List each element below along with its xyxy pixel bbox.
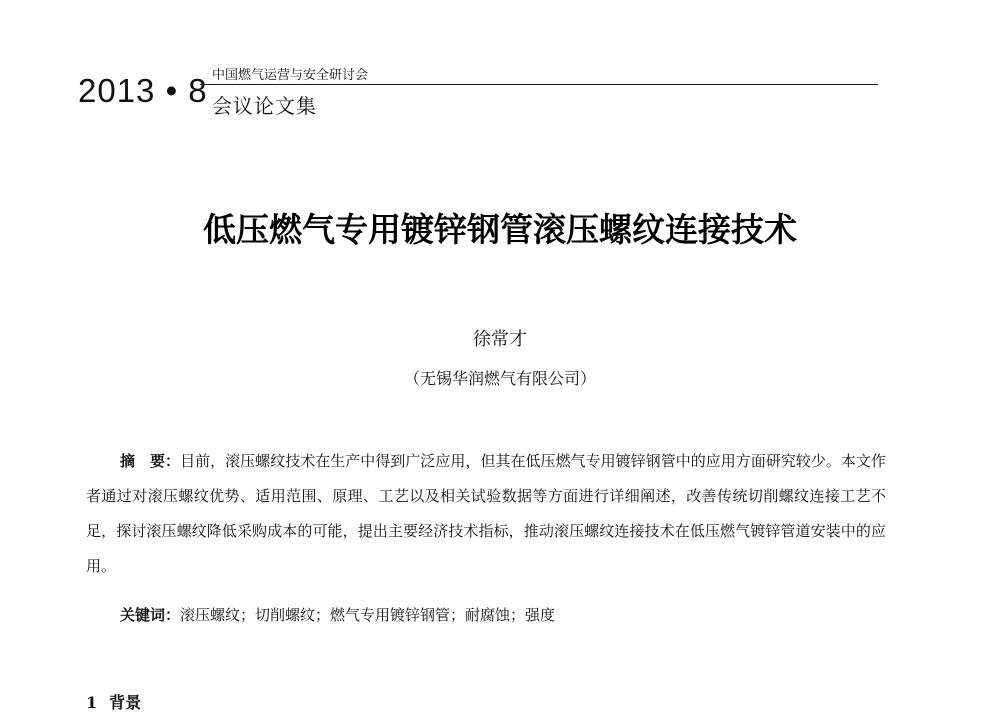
keywords-text: 滚压螺纹；切削螺纹；燃气专用镀锌钢管；耐腐蚀；强度 — [180, 606, 556, 624]
section-number: 1 — [86, 693, 98, 712]
abstract-label: 摘 要： — [120, 452, 181, 470]
author-affiliation: （无锡华润燃气有限公司） — [403, 369, 596, 388]
abstract-body — [86, 444, 886, 584]
section-title: 背景 — [109, 693, 142, 712]
author-name: 徐常才 — [473, 329, 527, 350]
keywords-label: 关键词： — [120, 606, 181, 624]
conference-name: 中国燃气运营与安全研讨会 — [212, 68, 369, 83]
issue-date: 2013 • 8 — [78, 72, 208, 109]
collection-name: 会议论文集 — [212, 94, 317, 118]
abstract — [86, 444, 886, 584]
header-divider — [200, 84, 878, 85]
section-heading — [86, 690, 141, 713]
abstract-text: 目前，滚压螺纹技术在生产中得到广泛应用，但其在低压燃气专用镀锌钢管中的应用方面研究较少。本文作者通过对滚压螺纹优势、适用范围、原理、工艺以及相关试验数据等方面进行详细阐述，改善传统切削螺纹连接工艺不足，探讨滚压螺纹降低采购成本的可能，提出主要经济技术指标，推动滚压螺纹连接技术在低压燃气镀锌管道安装中的应用。 — [86, 452, 886, 575]
paper-title: 低压燃气专用镀锌钢管滚压螺纹连接技术 — [203, 210, 797, 249]
keywords — [120, 604, 555, 625]
